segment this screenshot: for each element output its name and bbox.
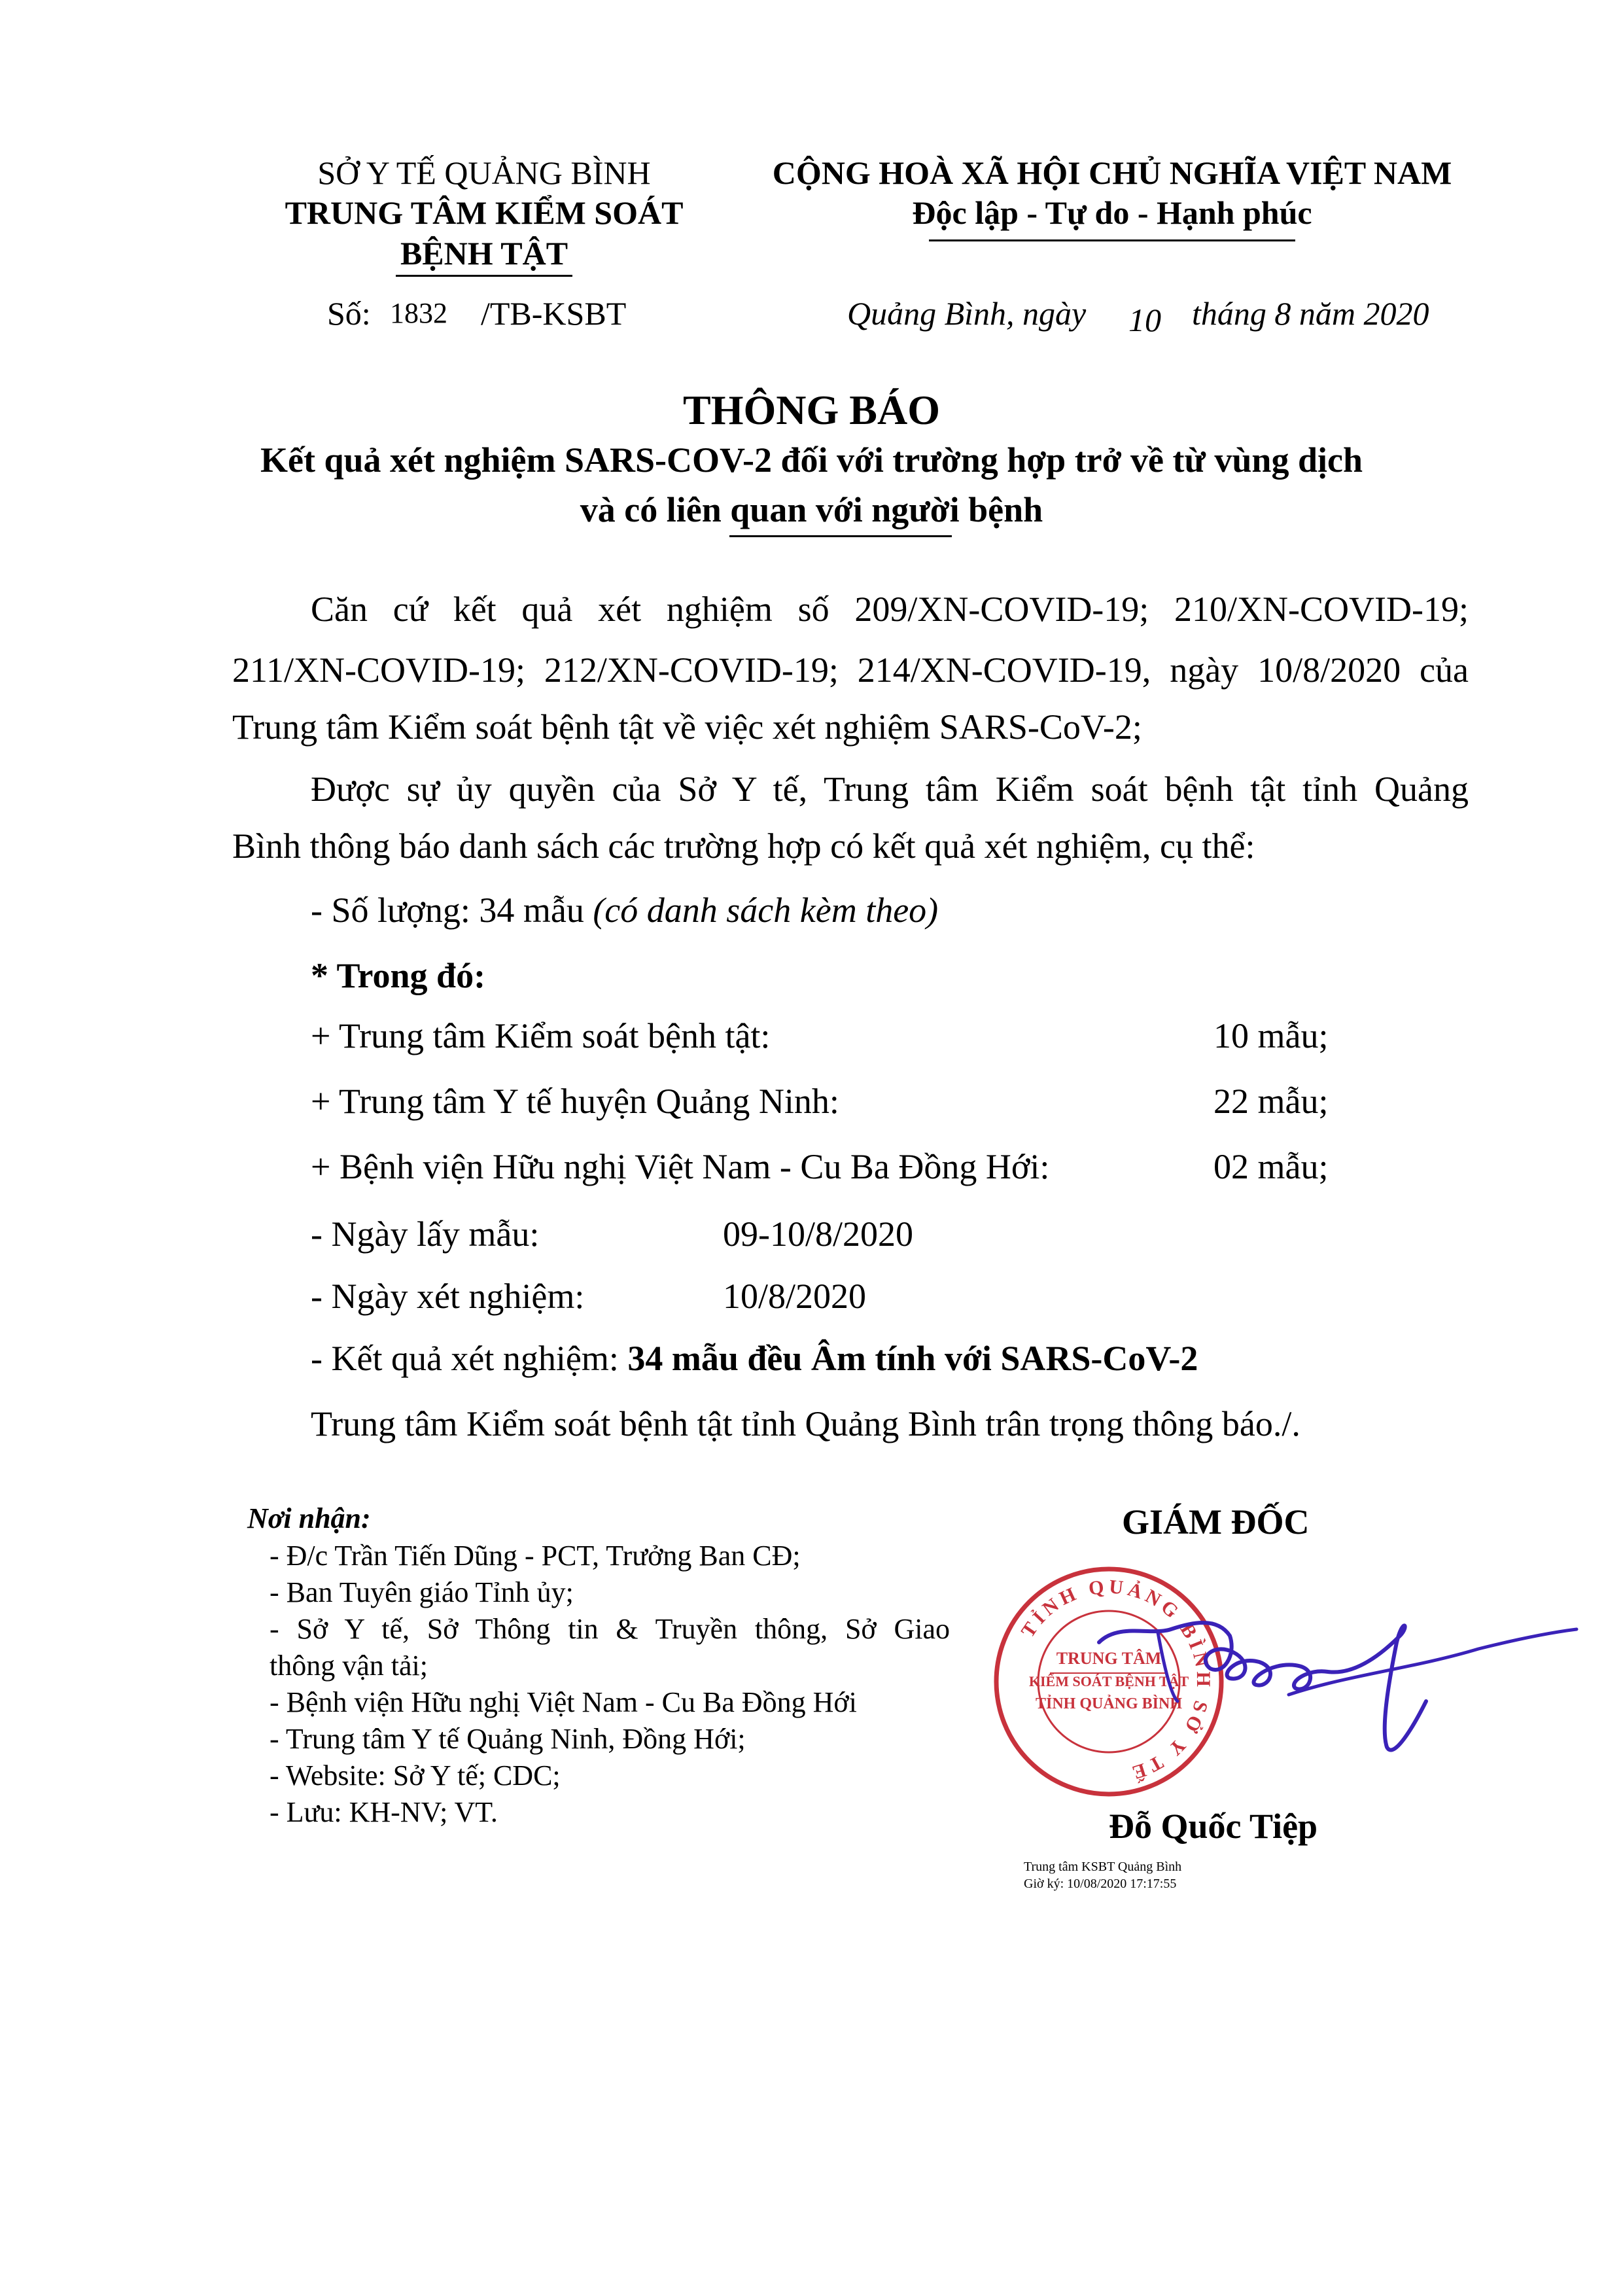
handwritten-signature (1073, 1597, 1583, 1767)
notice-subtitle-line2: và có liên quan với người bệnh (580, 490, 1043, 529)
center-name-line2: BỆNH TẬT (400, 235, 568, 272)
basis-paragraph-line3: Trung tâm Kiểm soát bệnh tật về việc xét nghiệm SARS-CoV-2; (232, 707, 1142, 747)
basis-paragraph-line1: Căn cứ kết quả xét nghiệm số 209/XN-COVID-19; 210/XN-COVID-19; (311, 590, 1469, 629)
digital-signature-info (1024, 1858, 1181, 1892)
national-motto: Độc lập - Tự do - Hạnh phúc (912, 194, 1312, 231)
recipient-item: - Bệnh viện Hữu nghị Việt Nam - Cu Ba Đồng Hới (270, 1686, 857, 1718)
closing-statement: Trung tâm Kiểm soát bệnh tật tỉnh Quảng Bình trân trọng thông báo./. (311, 1404, 1300, 1443)
result-label: - Kết quả xét nghiệm: (311, 1339, 619, 1378)
sample-date-label: - Ngày lấy mẫu: (311, 1214, 540, 1254)
breakdown-count: 22 mẫu; (1213, 1082, 1329, 1121)
header-left-underline (396, 275, 572, 277)
seal-text-line2: KIỂM SOÁT BỆNH TẬT (1028, 1673, 1189, 1689)
title-underline (729, 535, 952, 537)
recipient-item: thông vận tải; (270, 1650, 428, 1682)
authorization-paragraph-line1: Được sự ủy quyền của Sở Y tế, Trung tâm Kiểm soát bệnh tật tỉnh Quảng (311, 769, 1469, 809)
document-number-suffix: /TB-KSBT (481, 295, 627, 332)
recipient-item: - Sở Y tế, Sở Thông tin & Truyền thông, Sở Giao (270, 1613, 950, 1645)
result-line (311, 1338, 1198, 1379)
signature-flourish (1289, 1629, 1577, 1695)
notice-subtitle-line1: Kết quả xét nghiệm SARS-COV-2 đối với trường hợp trở về từ vùng dịch (260, 440, 1363, 480)
date-prefix: Quảng Bình, ngày (847, 295, 1087, 332)
date-day: 10 (1128, 302, 1161, 338)
recipient-item: - Đ/c Trần Tiến Dũng - PCT, Trưởng Ban CĐ; (270, 1540, 801, 1572)
recipients-heading: Nơi nhận: (247, 1502, 371, 1534)
recipient-item: - Lưu: KH-NV; VT. (270, 1796, 498, 1828)
seal-text-line3: TỈNH QUẢNG BÌNH (1035, 1695, 1183, 1712)
digital-signature-org: Trung tâm KSBT Quảng Bình (1024, 1860, 1182, 1874)
seal-text-line1: TRUNG TÂM (1056, 1649, 1162, 1668)
motto-underline (929, 239, 1295, 241)
department-name: SỞ Y TẾ QUẢNG BÌNH (317, 154, 651, 191)
breakdown-heading: * Trong đó: (311, 956, 486, 995)
test-date-label: - Ngày xét nghiệm: (311, 1277, 585, 1316)
signature-stroke (1099, 1623, 1426, 1750)
test-date-value: 10/8/2020 (723, 1277, 867, 1316)
recipients-list (270, 1538, 950, 1831)
center-name-line1: TRUNG TÂM KIỂM SOÁT (285, 194, 684, 231)
breakdown-unit: + Bệnh viện Hữu nghị Việt Nam - Cu Ba Đồng Hới: (311, 1147, 1050, 1186)
signature-stroke-2 (1158, 1633, 1178, 1701)
signer-position: GIÁM ĐỐC (1122, 1502, 1310, 1542)
date-suffix: tháng 8 năm 2020 (1192, 295, 1429, 332)
basis-paragraph-line2: 211/XN-COVID-19; 212/XN-COVID-19; 214/XN-COVID-19, ngày 10/8/2020 của (232, 650, 1469, 690)
result-value: 34 mẫu đều Âm tính với SARS-CoV-2 (627, 1339, 1198, 1378)
recipient-item: - Trung tâm Y tế Quảng Ninh, Đồng Hới; (270, 1723, 746, 1755)
notice-title: THÔNG BÁO (683, 387, 940, 433)
breakdown-count: 10 mẫu; (1213, 1016, 1329, 1055)
recipient-item: - Ban Tuyên giáo Tỉnh ủy; (270, 1576, 574, 1608)
document-number-prefix: Số: (327, 295, 371, 332)
country-name: CỘNG HOÀ XÃ HỘI CHỦ NGHĨA VIỆT NAM (772, 154, 1452, 191)
signer-name: Đỗ Quốc Tiệp (1109, 1807, 1318, 1846)
authorization-paragraph-line2: Bình thông báo danh sách các trường hợp có kết quả xét nghiệm, cụ thể: (232, 826, 1255, 866)
recipient-item: - Website: Sở Y tế; CDC; (270, 1759, 561, 1792)
seal-arc-text: TỈNH QUẢNG BÌNH SỞ Y TẾ (1017, 1576, 1215, 1785)
sample-date-value: 09-10/8/2020 (723, 1214, 913, 1254)
breakdown-unit: + Trung tâm Y tế huyện Quảng Ninh: (311, 1082, 839, 1121)
quantity-label: - Số lượng: 34 mẫu (311, 891, 584, 930)
breakdown-count: 02 mẫu; (1213, 1147, 1329, 1186)
document-number: 1832 (390, 297, 447, 329)
digital-signature-time: Giờ ký: 10/08/2020 17:17:55 (1024, 1877, 1177, 1891)
quantity-line (311, 890, 938, 930)
quantity-note: (có danh sách kèm theo) (593, 891, 939, 930)
breakdown-unit: + Trung tâm Kiểm soát bệnh tật: (311, 1016, 771, 1055)
